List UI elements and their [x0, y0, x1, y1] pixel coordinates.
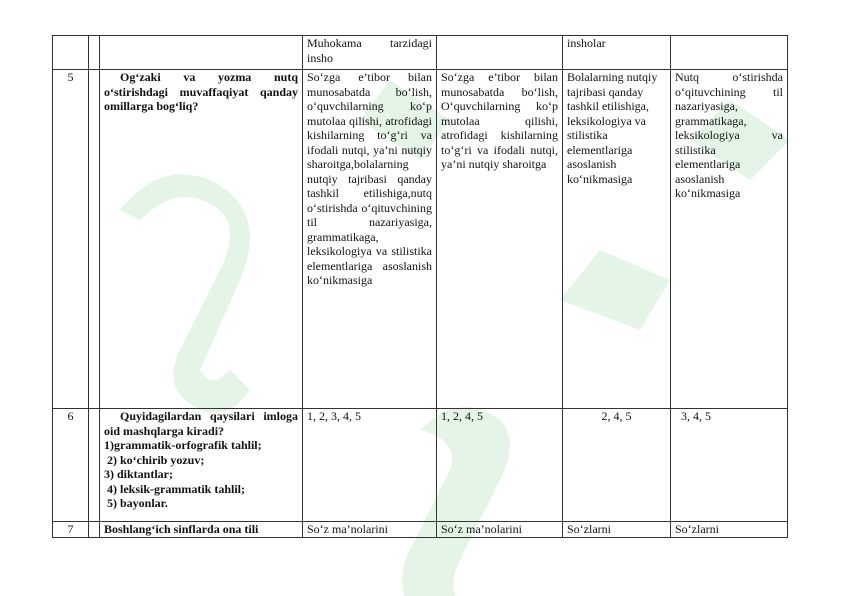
question-cell: Boshlang‘ich sinflarda ona tili [100, 522, 303, 538]
question-cell: Quyidagilardan qaysilari imloga oid mashqlarga kiradi? 1)grammatik-orfografik tahlil; 2) ko‘chirib yozuv; 3) diktantlar; 4) leksik-grammatik tahlil; 5) bayonlar. [100, 409, 303, 522]
answer-b: So‘zga e’tibor bilan munosabatda bo‘lish, O‘quvchilarning ko‘p mutolaa qilishi, atrofidagi kishilarning to‘g‘ri va ifodali nutqi, ya’ni nutqiy sharoitga [437, 70, 563, 409]
answer-b [437, 36, 563, 70]
answer-a: So‘z ma’nolarini [303, 522, 437, 538]
question-cell: Og‘zaki va yozma nutq o‘stirishdagi muvaffaqiyat qanday omillarga bog‘liq? [100, 70, 303, 409]
table-row [53, 70, 788, 409]
question-cell [100, 36, 303, 70]
answer-d: 3, 4, 5 [671, 409, 788, 522]
answer-c: Bolalarning nutqiy tajribasi qanday tashkil etilishiga, leksikologiya va stilistika elementlariga asoslanish ko‘nikmasiga [563, 70, 671, 409]
answer-a: Muhokama tarzidagi insho [303, 36, 437, 70]
table-row [53, 522, 788, 538]
answer-d: So‘zlarni [671, 522, 788, 538]
answer-c: So‘zlarni [563, 522, 671, 538]
answer-c: 2, 4, 5 [563, 409, 671, 522]
row-number: 5 [53, 70, 89, 409]
table-row [53, 409, 788, 522]
answer-b: 1, 2, 4, 5 [437, 409, 563, 522]
row-number: 7 [53, 522, 89, 538]
table-row [53, 36, 788, 70]
questions-table [52, 35, 788, 538]
answer-d [671, 36, 788, 70]
answer-a: So‘zga e’tibor bilan munosabatda bo‘lish, o‘quvchilarning ko‘p mutolaa qilishi, atrofidagi kishilarning to‘g‘ri va ifodali nutqi, ya’ni nutqiy sharoitga,bolalarning nutqiy tajribasi qanday tashkil etilishiga,nutq o‘stirishda o‘qituvchining til nazariyasiga, grammatikaga, leksikologiya va stilistika elementlariga asoslanish ko‘nikmasiga [303, 70, 437, 409]
answer-a: 1, 2, 3, 4, 5 [303, 409, 437, 522]
row-number [53, 36, 89, 70]
answer-b: So‘z ma’nolarini [437, 522, 563, 538]
answer-d: Nutq o‘stirishda o‘qituvchining til nazariyasiga, grammatikaga, leksikologiya va stilistika elementlariga asoslanish ko‘nikmasiga [671, 70, 788, 409]
row-number: 6 [53, 409, 89, 522]
answer-c: insholar [563, 36, 671, 70]
